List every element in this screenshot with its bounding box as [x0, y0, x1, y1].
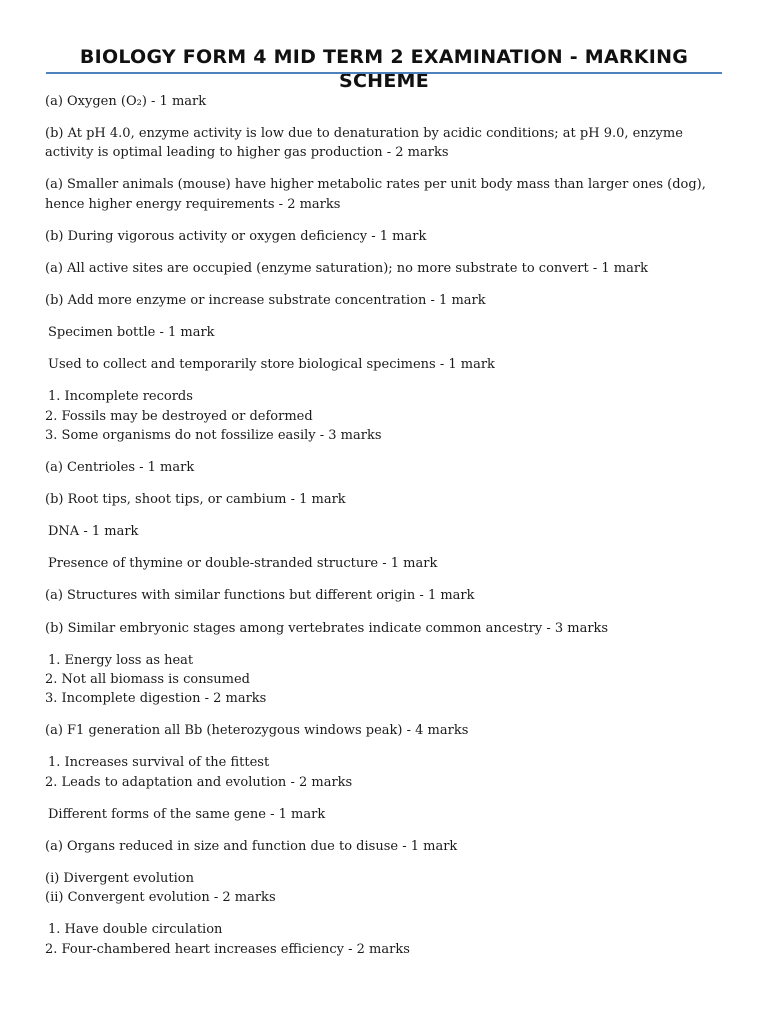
answer-line: (a) Smaller animals (mouse) have higher metabolic rates per unit body mass than larger ones (dog), hence higher energy requirements - 2 marks [45, 177, 706, 212]
answer-line: (ii) Convergent evolution - 2 marks [45, 890, 276, 906]
answer-line: (a) Oxygen (O₂) - 1 mark [45, 94, 207, 109]
answer-item [45, 323, 735, 342]
answer-item [45, 805, 735, 824]
answer-item [45, 651, 735, 709]
answer-line: 1. Energy loss as heat [48, 652, 194, 668]
answer-line: 3. Some organisms do not fossilize easily - 3 marks [45, 427, 382, 443]
answer-line: (b) Add more enzyme or increase substrate concentration - 1 mark [45, 293, 486, 309]
answer-item [45, 458, 735, 477]
answer-line: (a) Organs reduced in size and function due to disuse - 1 mark [45, 838, 458, 854]
answer-item [45, 721, 735, 740]
answer-item [45, 619, 735, 638]
answer-item [45, 753, 735, 792]
answer-item [45, 522, 735, 541]
answer-line: 2. Fossils may be destroyed or deformed [45, 408, 313, 424]
answer-item [45, 355, 735, 374]
answer-line: Used to collect and temporarily store biological specimens - 1 mark [48, 357, 495, 373]
answer-line: (b) Root tips, shoot tips, or cambium - 1 mark [45, 492, 346, 508]
answer-line: 2. Not all biomass is consumed [45, 671, 250, 687]
answer-line: (a) Structures with similar functions but different origin - 1 mark [45, 588, 475, 604]
answer-line: 2. Leads to adaptation and evolution - 2 marks [45, 774, 353, 790]
answer-line: Presence of thymine or double-stranded structure - 1 mark [48, 556, 438, 572]
answer-item [45, 837, 735, 856]
answer-item [45, 586, 735, 605]
answer-line: (b) During vigorous activity or oxygen deficiency - 1 mark [45, 228, 427, 244]
answer-line: 3. Incomplete digestion - 2 marks [45, 691, 267, 707]
answer-line: 2. Four-chambered heart increases efficiency - 2 marks [45, 941, 410, 957]
answer-item [45, 124, 735, 163]
answer-line: (a) Centrioles - 1 mark [45, 460, 195, 476]
answer-item [45, 490, 735, 509]
answer-line: 1. Incomplete records [48, 389, 193, 405]
answer-item [45, 387, 735, 445]
answer-line: DNA - 1 mark [48, 524, 139, 540]
title-underline [46, 72, 722, 74]
answer-item [45, 869, 735, 908]
answer-line: (b) Similar embryonic stages among vertebrates indicate common ancestry - 3 marks [45, 620, 609, 636]
answer-line: 1. Have double circulation [48, 922, 223, 938]
document-title: BIOLOGY FORM 4 MID TERM 2 EXAMINATION - MARKING SCHEME [79, 46, 689, 92]
answer-item [45, 175, 735, 214]
answer-line: Specimen bottle - 1 mark [48, 325, 215, 341]
answer-line: (a) All active sites are occupied (enzyme saturation); no more substrate to convert - 1 mark [45, 260, 648, 276]
answer-item [45, 92, 735, 111]
answer-item [45, 554, 735, 573]
answer-list [45, 92, 735, 972]
answer-item [45, 291, 735, 310]
answer-item [45, 227, 735, 246]
answer-item [45, 920, 735, 959]
answer-line: (b) At pH 4.0, enzyme activity is low due to denaturation by acidic conditions; at pH 9.0, enzyme activity is optimal leading to higher gas production - 2 marks [45, 126, 683, 161]
answer-line: 1. Increases survival of the fittest [48, 755, 270, 771]
answer-item [45, 259, 735, 278]
answer-line: (i) Divergent evolution [45, 870, 194, 886]
answer-line: (a) F1 generation all Bb (heterozygous windows peak) - 4 marks [45, 723, 469, 739]
answer-line: Different forms of the same gene - 1 mark [48, 806, 326, 822]
